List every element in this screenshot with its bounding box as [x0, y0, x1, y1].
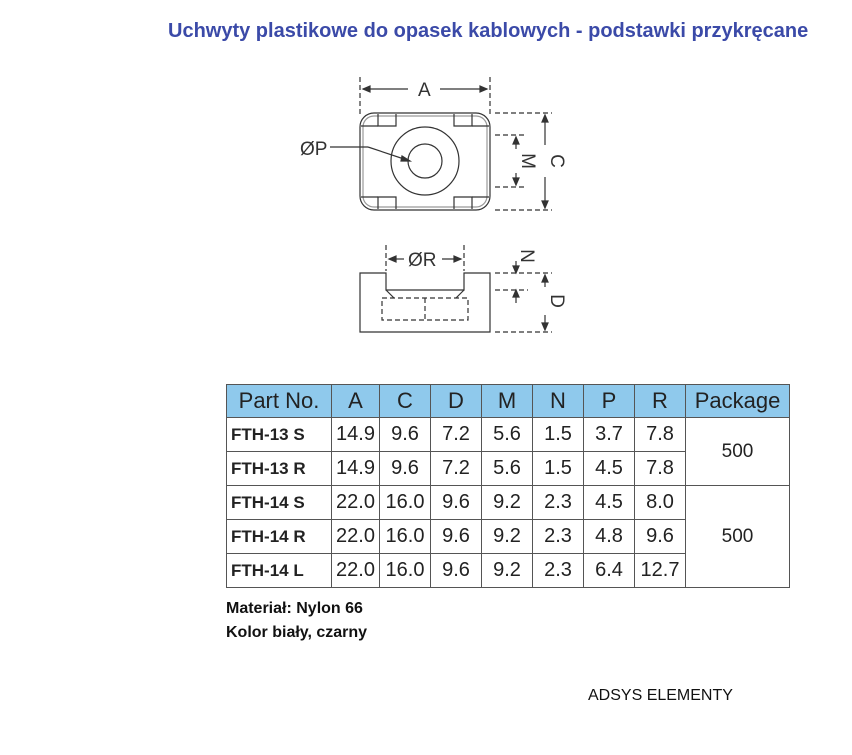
- part-number: FTH-13 R: [227, 452, 332, 486]
- cell-r: 7.8: [635, 452, 686, 486]
- cell-d: 9.6: [431, 486, 482, 520]
- cell-c: 16.0: [380, 520, 431, 554]
- cell-m: 9.2: [482, 554, 533, 588]
- material-line: Materiał: Nylon 66: [226, 600, 363, 617]
- cell-d: 9.6: [431, 554, 482, 588]
- cell-a: 22.0: [332, 520, 380, 554]
- cell-p: 4.5: [584, 452, 635, 486]
- dimension-label-a: A: [418, 80, 431, 101]
- cell-c: 16.0: [380, 486, 431, 520]
- cell-a: 22.0: [332, 486, 380, 520]
- cell-n: 2.3: [533, 554, 584, 588]
- arrow-head: [542, 323, 548, 330]
- profile-line: [386, 290, 394, 298]
- cell-c: 16.0: [380, 554, 431, 588]
- dimension-label-n: N: [516, 249, 537, 263]
- table-row: [227, 486, 790, 520]
- part-number: FTH-14 R: [227, 520, 332, 554]
- cell-r: 7.8: [635, 418, 686, 452]
- arrow-head: [542, 275, 548, 282]
- column-header: Part No.: [227, 385, 332, 418]
- dimension-label-c: C: [546, 154, 567, 168]
- arrow-head: [542, 115, 548, 122]
- dimension-label-m: M: [517, 153, 538, 169]
- column-header: Package: [686, 385, 790, 418]
- package-cell: 500: [686, 486, 790, 588]
- arrow-head: [389, 256, 396, 262]
- footer-brand: ADSYS ELEMENTY: [588, 687, 733, 704]
- arrow-head: [363, 86, 370, 92]
- screw-hole: [408, 144, 442, 178]
- arrow-head: [454, 256, 461, 262]
- cell-p: 6.4: [584, 554, 635, 588]
- top-view: [330, 77, 552, 210]
- cell-d: 7.2: [431, 452, 482, 486]
- column-header: D: [431, 385, 482, 418]
- cell-m: 5.6: [482, 452, 533, 486]
- arrow-head: [480, 86, 487, 92]
- page-title: Uchwyty plastikowe do opasek kablowych - podstawki przykręcane: [168, 20, 809, 42]
- cell-d: 7.2: [431, 418, 482, 452]
- color-line: Kolor biały, czarny: [226, 624, 368, 641]
- cell-m: 9.2: [482, 486, 533, 520]
- column-header: N: [533, 385, 584, 418]
- cell-a: 14.9: [332, 452, 380, 486]
- cell-p: 4.8: [584, 520, 635, 554]
- arrow-head: [513, 290, 519, 297]
- cell-m: 9.2: [482, 520, 533, 554]
- column-header: P: [584, 385, 635, 418]
- table-row: [227, 418, 790, 452]
- technical-drawing: [290, 65, 570, 345]
- arrow-head: [542, 201, 548, 208]
- spec-table: [226, 384, 790, 588]
- cell-p: 4.5: [584, 486, 635, 520]
- cell-n: 2.3: [533, 520, 584, 554]
- package-cell: 500: [686, 418, 790, 486]
- profile-line: [456, 290, 464, 298]
- cell-c: 9.6: [380, 452, 431, 486]
- part-number: FTH-13 S: [227, 418, 332, 452]
- dimension-label-p: ØP: [300, 139, 328, 160]
- cell-d: 9.6: [431, 520, 482, 554]
- dimension-label-r: ØR: [408, 250, 437, 271]
- cell-c: 9.6: [380, 418, 431, 452]
- column-header: R: [635, 385, 686, 418]
- cell-r: 8.0: [635, 486, 686, 520]
- material-info: [226, 597, 367, 645]
- mount-body-inner: [363, 116, 487, 207]
- arrow-head: [513, 266, 519, 273]
- cell-p: 3.7: [584, 418, 635, 452]
- column-header: M: [482, 385, 533, 418]
- column-header: A: [332, 385, 380, 418]
- column-header: C: [380, 385, 431, 418]
- cell-n: 1.5: [533, 452, 584, 486]
- cell-a: 14.9: [332, 418, 380, 452]
- arrow-head: [513, 137, 519, 144]
- cell-m: 5.6: [482, 418, 533, 452]
- cell-r: 12.7: [635, 554, 686, 588]
- cell-r: 9.6: [635, 520, 686, 554]
- part-number: FTH-14 S: [227, 486, 332, 520]
- table-header-row: [227, 385, 790, 418]
- dimension-label-d: D: [546, 294, 567, 308]
- cell-n: 2.3: [533, 486, 584, 520]
- cell-a: 22.0: [332, 554, 380, 588]
- arrow-head: [513, 178, 519, 185]
- cell-n: 1.5: [533, 418, 584, 452]
- part-number: FTH-14 L: [227, 554, 332, 588]
